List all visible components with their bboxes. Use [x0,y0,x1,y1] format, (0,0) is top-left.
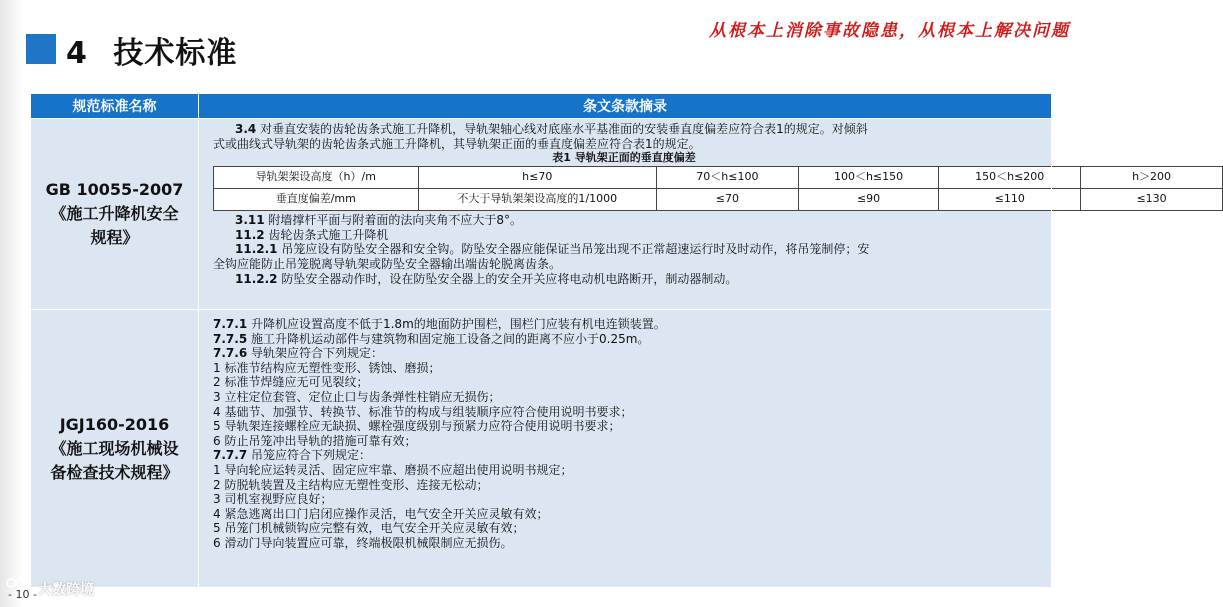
standard-title-line: 备检查技术规程》 [50,462,179,482]
table-cell: 垂直度偏差/mm [214,189,419,211]
list-item: 3 立柱定位套管、定位止口与齿条弹性柱销应无损伤； [213,389,501,404]
list-item: 6 滑动门导向装置应可靠，终端极限机械限制应无损伤。 [213,535,513,550]
clause-text: 7.7.6 导轨架应符合下列规定： [213,346,383,361]
clause-text: 式或曲线式导轨架的齿轮齿条式施工升降机，其导轨架正面的垂直度偏差应符合表1的规定。 [213,136,701,151]
left-decoration [0,0,24,607]
section-number: 4 [66,36,88,71]
list-item: 3 司机室视野应良好； [213,492,333,507]
watermark-text: 大数跨境 [38,582,94,598]
list-item: 5 导轨架连接螺栓应无缺损、螺栓强度级别与预紧力应符合使用说明书要求； [213,419,621,434]
clause-text: 7.7.7 吊笼应符合下列规定： [213,448,371,463]
column-header-name: 规范标准名称 [31,94,199,119]
clause-cell [199,310,1052,588]
list-item: 4 紧急逃离出口门启闭应操作灵活，电气安全开关应灵敏有效； [213,506,549,521]
table-row [31,119,1052,310]
standard-code: JGJ160-2016 [59,414,170,434]
clause-text: 11.2 齿轮齿条式施工升降机 [235,227,389,242]
table-cell: h＞200 [1081,167,1223,189]
list-item: 5 吊笼门机械锁钩应完整有效，电气安全开关应灵敏有效； [213,521,525,536]
table-caption: 表1 导轨架正面的垂直度偏差 [552,151,696,165]
table-cell: ≤70 [656,189,798,211]
table-cell: ≤90 [798,189,939,211]
clause-text: 11.2.2 防坠安全器动作时，设在防坠安全器上的安全开关应将电动机电路断开，制动器制动。 [235,271,738,286]
clause-text: 7.7.5 施工升降机运动部件与建筑物和固定施工设备之间的距离不应小于0.25m。 [213,331,650,346]
clause-text: 11.2.1 吊笼应设有防坠安全器和安全钩。防坠安全器应能保证当吊笼出现不正常超速运行时及时动作，将吊笼制停；安 [235,242,870,257]
table-row [214,167,1223,189]
standard-title-line: 《施工现场机械设 [50,438,179,458]
table-cell: 导轨架架设高度（h）/m [214,167,419,189]
standard-name-cell [31,310,199,588]
standard-title-line: 《施工升降机安全 [50,204,179,223]
title-marker [26,34,56,64]
list-item: 2 标准节焊缝应无可见裂纹； [213,375,369,390]
clause-cell [199,119,1172,310]
table-row [31,310,1052,588]
list-item: 4 基础节、加强节、转换节、标准节的构成与组装顺序应符合使用说明书要求； [213,404,633,419]
clause-text: 7.7.1 升降机应设置高度不低于1.8m的地面防护围栏，围栏门应装有机电连锁装置。 [213,317,666,331]
clause-text: 全钩应能防止吊笼脱离导轨架或防坠安全器输出端齿轮脱离齿条。 [213,256,562,271]
table-cell: 70＜h≤100 [656,167,798,189]
table-cell: ≤130 [1081,189,1223,211]
page-number: - 10 - [8,588,37,601]
list-item: 6 防止吊笼冲出导轨的措施可靠有效； [213,433,417,448]
standard-name-cell [31,119,199,310]
list-item: 2 防脱轨装置及主结构应无塑性变形、连接无松动； [213,477,489,492]
column-header-content: 条文条款摘录 [199,94,1052,119]
standard-title-line: 规程》 [90,228,139,247]
table-cell: 150＜h≤200 [939,167,1081,189]
page-title [66,28,237,72]
table-cell: ≤110 [939,189,1081,211]
table-row [214,189,1223,211]
table-cell: 100＜h≤150 [798,167,939,189]
clause-text: 3.4 对垂直安装的齿轮齿条式施工升降机，导轨架轴心线对底座水平基准面的安装垂直度偏差应符合表1的规定。对倾斜 [235,122,868,136]
verticality-table [213,166,1223,211]
section-title: 技术标准 [113,36,238,71]
slogan: 从根本上消除事故隐患，从根本上解决问题 [709,21,1070,41]
table-cell: h≤70 [418,167,656,189]
list-item: 1 导向轮应运转灵活、固定应牢靠、磨损不应超出使用说明书规定； [213,462,573,477]
list-item: 1 标准节结构应无塑性变形、锈蚀、磨损； [213,360,441,375]
standard-code: GB 10055-2007 [45,180,184,199]
standards-table [30,93,1172,588]
table-cell: 不大于导轨架架设高度的1/1000 [418,189,656,211]
clause-text: 3.11 附墙撑杆平面与附着面的法向夹角不应大于8°。 [235,213,523,228]
